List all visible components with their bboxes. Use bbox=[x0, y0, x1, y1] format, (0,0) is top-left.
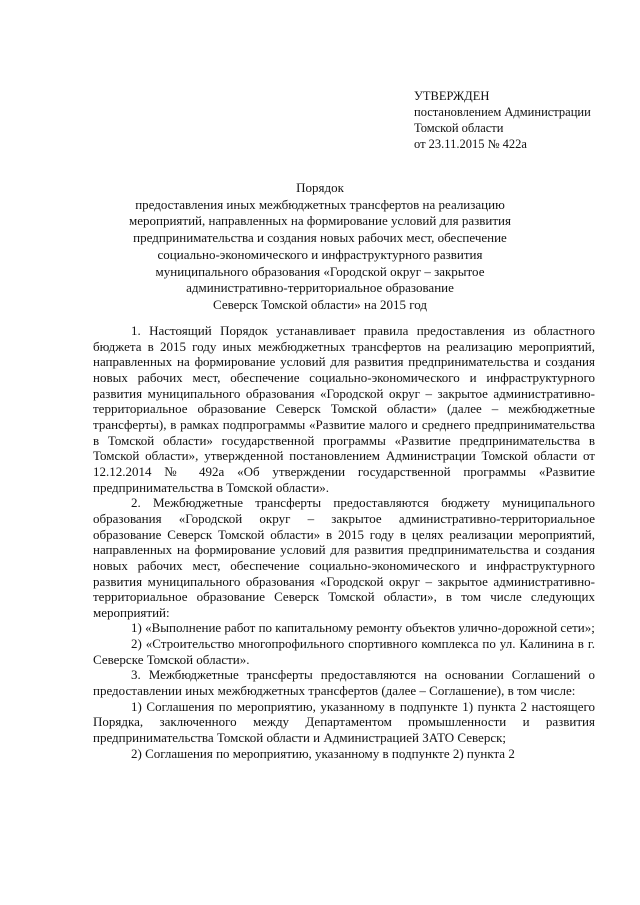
paragraph-2-item-2: 2) «Строительство многопрофильного спортивного комплекса по ул. Калинина в г. Северске Томской области». bbox=[93, 636, 595, 667]
paragraph-1: 1. Настоящий Порядок устанавливает правила предоставления из областного бюджета в 2015 году иных межбюджетных трансфертов на реализацию мероприятий, направленных на формирование условий для развития предпринимательства и создания новых рабочих мест, обеспечение социально-экономического и инфраструктурного развития муниципального образования «Городской округ – закрытое административно-территориальное образование Северск Томской области» (далее – межбюджетные трансферты), в рамках подпрограммы «Развитие малого и среднего предпринимательства в Томской области» государственной программы «Развитие предпринимательства в Томской области», утвержденной постановлением Администрации Томской области от 12.12.2014 № 492а «Об утверждении государственной программы «Развитие предпринимательства в Томской области». bbox=[93, 323, 595, 495]
paragraph-3-item-2: 2) Соглашения по мероприятию, указанному в подпункте 2) пункта 2 bbox=[131, 745, 515, 761]
title-line: Северск Томской области» на 2015 год bbox=[212, 296, 428, 312]
paragraph-3-item-1: 1) Соглашения по мероприятию, указанному в подпункте 1) пункта 2 настоящего Порядка, заключенного между Департаментом промышленности и развития предпринимательства Томской области и Администрацией ЗАТО Северск; bbox=[93, 698, 595, 746]
document-body bbox=[93, 323, 595, 761]
title-word: Порядок bbox=[296, 180, 344, 195]
approval-line-1: постановлением Администрации bbox=[414, 105, 591, 119]
paragraph-2-item-1: 1) «Выполнение работ по капитальному ремонту объектов улично-дорожной сети»; bbox=[131, 620, 595, 636]
approval-stamp bbox=[414, 88, 591, 152]
title-line: мероприятий, направленных на формирование условий для развития bbox=[129, 213, 511, 229]
title-line: предпринимательства и создания новых рабочих мест, обеспечение bbox=[133, 230, 507, 246]
title-line: административно-территориальное образование bbox=[186, 280, 454, 296]
document-title bbox=[110, 180, 530, 314]
paragraph-2: 2. Межбюджетные трансферты предоставляются бюджету муниципального образования «Городской округ – закрытое административно-территориальное образование Северск Томской области» в 2015 году в целях реализации мероприятий, направленных на формирование условий для развития предпринимательства и создания новых рабочих мест, обеспечение социально-экономического и инфраструктурного развития муниципального образования «Городской округ – закрытое административно-территориальное образование Северск Томской области», в том числе следующих мероприятий: bbox=[93, 495, 595, 620]
approval-heading: УТВЕРЖДЕН bbox=[414, 89, 490, 103]
title-line: предоставления иных межбюджетных трансфертов на реализацию bbox=[135, 196, 505, 212]
approval-line-3: от 23.11.2015 № 422а bbox=[414, 137, 527, 151]
approval-line-2: Томской области bbox=[414, 121, 504, 135]
title-line: муниципального образования «Городской округ – закрытое bbox=[155, 263, 485, 279]
title-line: социально-экономического и инфраструктурного развития bbox=[157, 246, 483, 262]
paragraph-3: 3. Межбюджетные трансферты предоставляются на основании Соглашений о предоставлении иных межбюджетных трансфертов (далее – Соглашение), в том числе: bbox=[93, 667, 595, 699]
